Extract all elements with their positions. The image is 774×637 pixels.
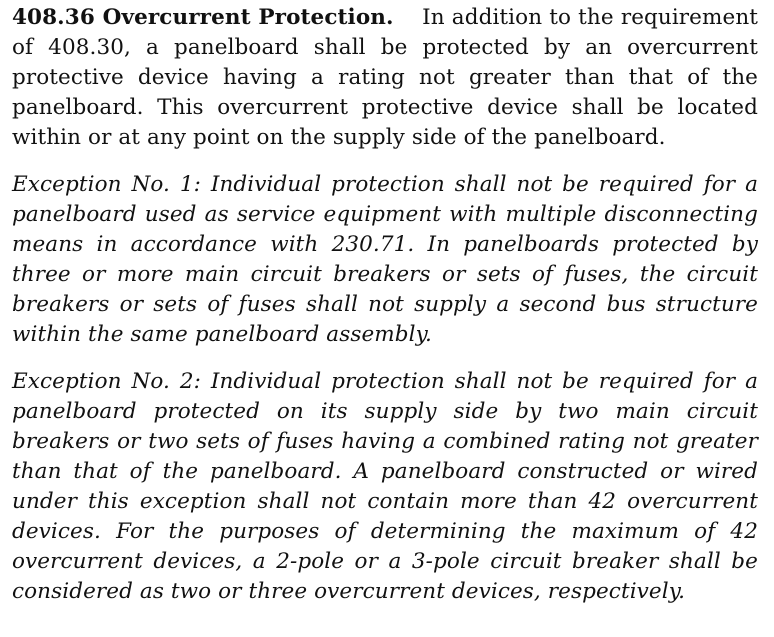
exception-1: Exception No. 1: Individual protection shall not be required for a panelboard used as service equipment with multiple disconnecting means in accordance with 230.71. In panelboards protected by three or more main circuit breakers or sets of fuses, the circuit breakers or sets of fuses shall not supply a second bus structure within the same panelboard assembly.	[12, 172, 758, 347]
exception-2: Exception No. 2: Individual protection shall not be required for a panelboard protected on its supply side by two main circuit breakers or two sets of fuses having a combined rating not greater than that of the panelboard. A panelboard constructed or wired under this exception shall not contain more than 42 overcurrent devices. For the purposes of determining the maximum of 42 overcurrent devices, a 2-pole or a 3-pole circuit breaker shall be considered as two or three overcurrent devices, respectively.	[12, 369, 758, 604]
section-408-36	[12, 0, 758, 153]
section-spacer	[401, 5, 415, 30]
code-document	[12, 0, 758, 607]
section-heading: 408.36 Overcurrent Protection.	[12, 5, 394, 30]
section-body: In addition to the requirement of 408.30, a panelboard shall be protected by an overcurrent protective device having a rating not greater than that of the panelboard. This overcurrent protective device shall be located within or at any point on the supply side of the panelboard.	[12, 5, 759, 150]
